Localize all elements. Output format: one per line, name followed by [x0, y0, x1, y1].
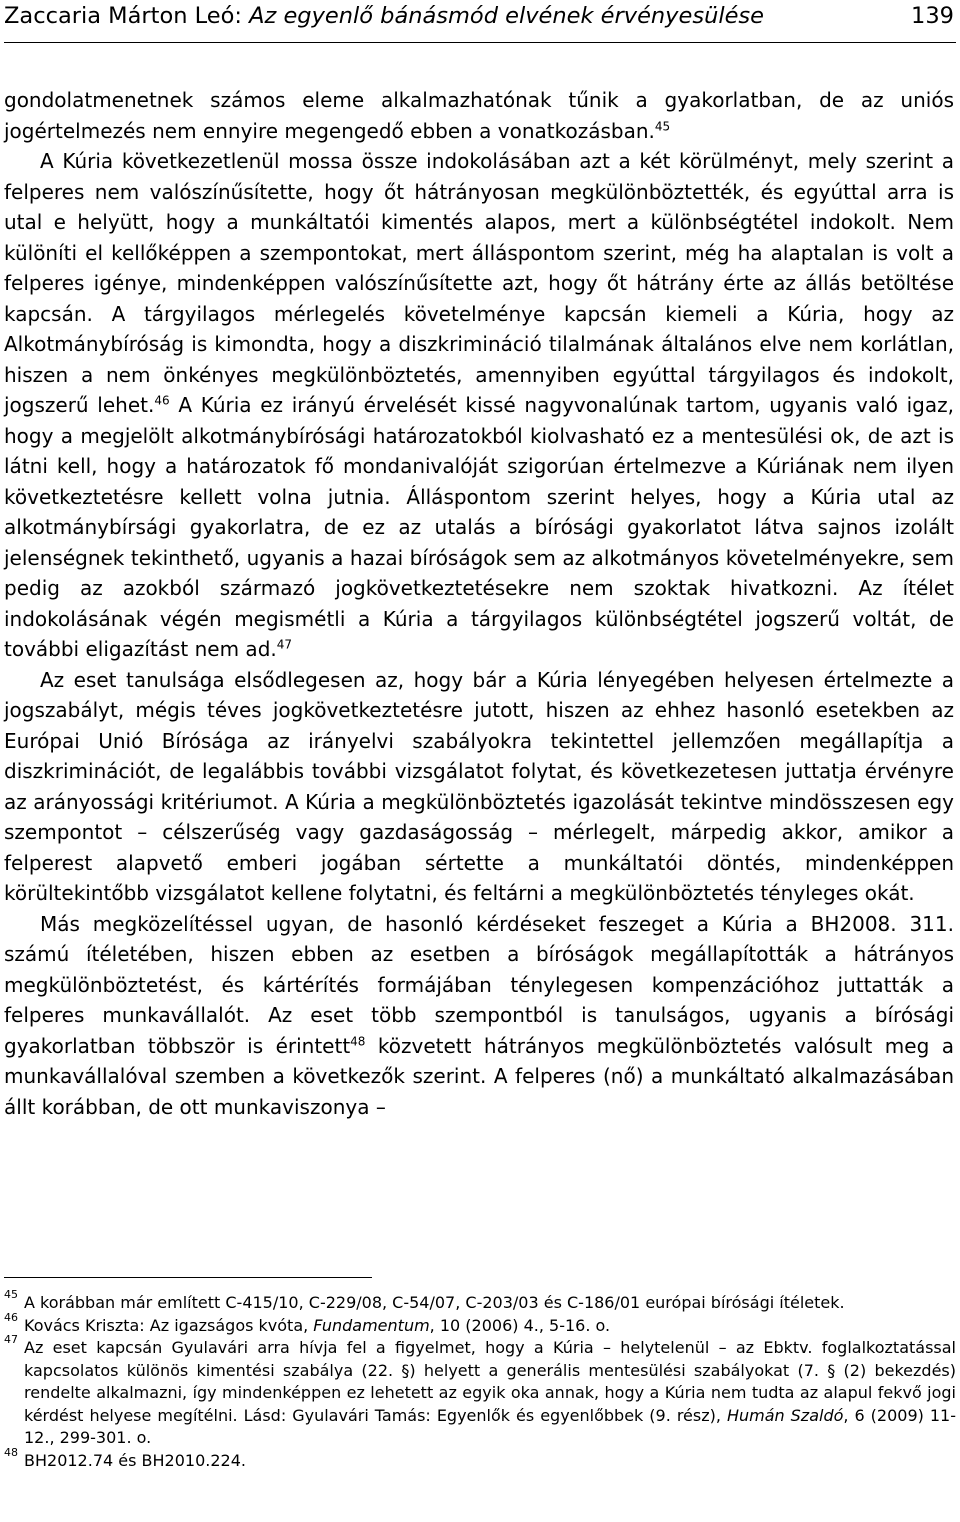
paragraph-text: közvetett hátrányos megkülönböztetés valósult meg a munkavállalóval szemben a következők szerint. A felperes (nő) a munkáltató alkalmazásában állt korábban, de ott munkaviszonya –: [4, 1033, 954, 1119]
footnote-46: [4, 1310, 956, 1338]
footnote-text: Kovács Kriszta: Az igazságos kvóta,: [24, 1315, 314, 1335]
footnote-text: Az eset kapcsán Gyulavári arra hívja fel a figyelmet, hogy a Kúria – helytelenül – az Ebktv. foglalkoztatással kapcsolatos különös kimentési szabálya (22. §) helyett a generális mentesülési szabályokat (7. § (2) bekezdés) rendelte alkalmazni, így mindenképpen ez lehetett az egyik oka annak, hogy a Kúria nem tudta az alapul fekvő jogi kérdést helyese megítélni. Lásd: Gyulavári Tamás: Egyenlők és egyenlőbbek (9. rész),: [24, 1338, 956, 1425]
footnote-number: 47: [4, 1333, 18, 1346]
journal-title: Fundamentum: [313, 1315, 430, 1335]
paragraph-text: Más megközelítéssel ugyan, de hasonló kérdéseket feszeget a Kúria a BH2008. 311. számú ítéletében, hiszen ebben az esetben a bíróságok megállapították a hátrányos megkülönböztetést, és kártérítés formájában ténylegesen kompenzációhoz juttatták a felperes munkavállalót. Az eset több szempontból is tanulságos, ugyanis a bírósági gyakorlatban többször is érintett: [4, 911, 954, 1058]
footnote-47: [4, 1333, 956, 1450]
page-number: 139: [911, 3, 954, 29]
paragraph-text: A Kúria ez irányú érvelését kissé nagyvonalúnak tartom, ugyanis való igaz, hogy a megjelölt alkotmánybírósági határozatokból kiolvasható ez a mentesülési ok, de azt is látni kell, hogy a határozatok fő mondanivalóját szigorúan értelmezve a Kúriának nem ilyen következtetésre kellett volna jutnia. Álláspontom szerint helyes, hogy a Kúria utal az alkotmánybírsági gyakorlatra, de ez az utalás a bírósági gyakorlatot látva sajnos izolált jelenségnek tekinthető, ugyanis a hazai bíróságok sem az alkotmányos követelményekre, sem pedig az azokból származó jogkövetkeztetésekre nem szoktak hivatkozni. Az ítélet indokolásának végén megismétli a Kúria a tárgyilagos különbségtétel jogszerű voltát, de további eligazítást nem ad.: [4, 393, 954, 661]
running-head: [4, 3, 764, 29]
header-title: Az egyenlő bánásmód elvének érvényesülése: [249, 3, 764, 29]
footnote-ref-45: 45: [654, 118, 671, 133]
footnote-ref-46: 46: [154, 393, 170, 408]
footnotes: [4, 1288, 956, 1472]
footnote-text: , 6 (2009) 11-12., 299-301. o.: [24, 1405, 956, 1447]
main-text: [4, 85, 954, 1122]
paragraph-text: gondolatmenetnek számos eleme alkalmazhatónak tűnik a gyakorlatban, de az uniós jogértelmezés nem ennyire megengedő ebben a vonatkozásban.: [4, 88, 954, 143]
footnote-45: [4, 1288, 956, 1315]
header-author: Zaccaria Márton Leó:: [4, 3, 242, 29]
journal-title: Humán Szaldó: [726, 1405, 844, 1425]
paragraph-4: [4, 909, 954, 1123]
paragraph-1: [4, 85, 954, 146]
paragraph-2: [4, 146, 954, 665]
footnote-text: A korábban már említett C-415/10, C-229/08, C-54/07, C-203/03 és C-186/01 európai bírósági ítéletek.: [24, 1293, 845, 1312]
footnote-48: [4, 1445, 956, 1473]
footnote-text: BH2012.74 és BH2010.224.: [24, 1450, 246, 1470]
footnote-number: 46: [4, 1310, 18, 1324]
footnote-ref-47: 47: [276, 637, 293, 652]
paragraph-3: Az eset tanulsága elsődlegesen az, hogy bár a Kúria lényegében helyesen értelmezte a jogszabályt, mégis téves jogkövetkeztetésre jutott, hiszen az ehhez hasonló esetekben az Európai Unió Bírósága az irányelvi szabályokra tekintettel jellemzően megállapítja a diszkriminációt, de legalábbis további vizsgálatot folytat, és következetesen juttatja érvényre az arányossági kritériumot. A Kúria a megkülönböztetés igazolását tekintve mindösszesen egy szempontot – célszerűség vagy gazdaságosság – mérlegelt, márpedig akkor, amikor a felperest alapvető emberi jogában sértette a munkáltatói döntés, mindenképpen körültekintőbb vizsgálatot kellene folytatni, és feltárni a megkülönböztetés tényleges okát.: [4, 667, 954, 905]
footnote-text: , 10 (2006) 4., 5-16. o.: [429, 1315, 611, 1335]
footnote-number: 45: [4, 1288, 18, 1301]
footnote-number: 48: [4, 1445, 18, 1459]
paragraph-text: A Kúria következetlenül mossa össze indokolásában azt a két körülményt, mely szerint a felperes nem valószínűsítette, hogy őt hátrányosan megkülönböztették, és egyúttal arra is utal e helyütt, hogy a munkáltatói kimentés alapos, mert a különbségtétel indokolt. Nem különíti el kellőképpen a szempontokat, mert álláspontom szerint, még ha alaptalan is volt a felperes igénye, mindenképpen valószínűsítette azt, hogy őt hátrány érte az állás betöltése kapcsán. A tárgyilagos mérlegelés követelménye kapcsán kiemeli a Kúria, hogy az Alkotmánybíróság is kimondta, hogy a diszkrimináció tilalmának általános elve nem korlátlan, hiszen a nem önkényes megkülönböztetés, amennyiben egyúttal tárgyilagos és indokolt, jogszerű lehet.: [4, 149, 954, 417]
footnote-separator: [4, 1277, 372, 1278]
footnote-ref-48: 48: [350, 1033, 366, 1048]
page-header: [4, 0, 956, 43]
